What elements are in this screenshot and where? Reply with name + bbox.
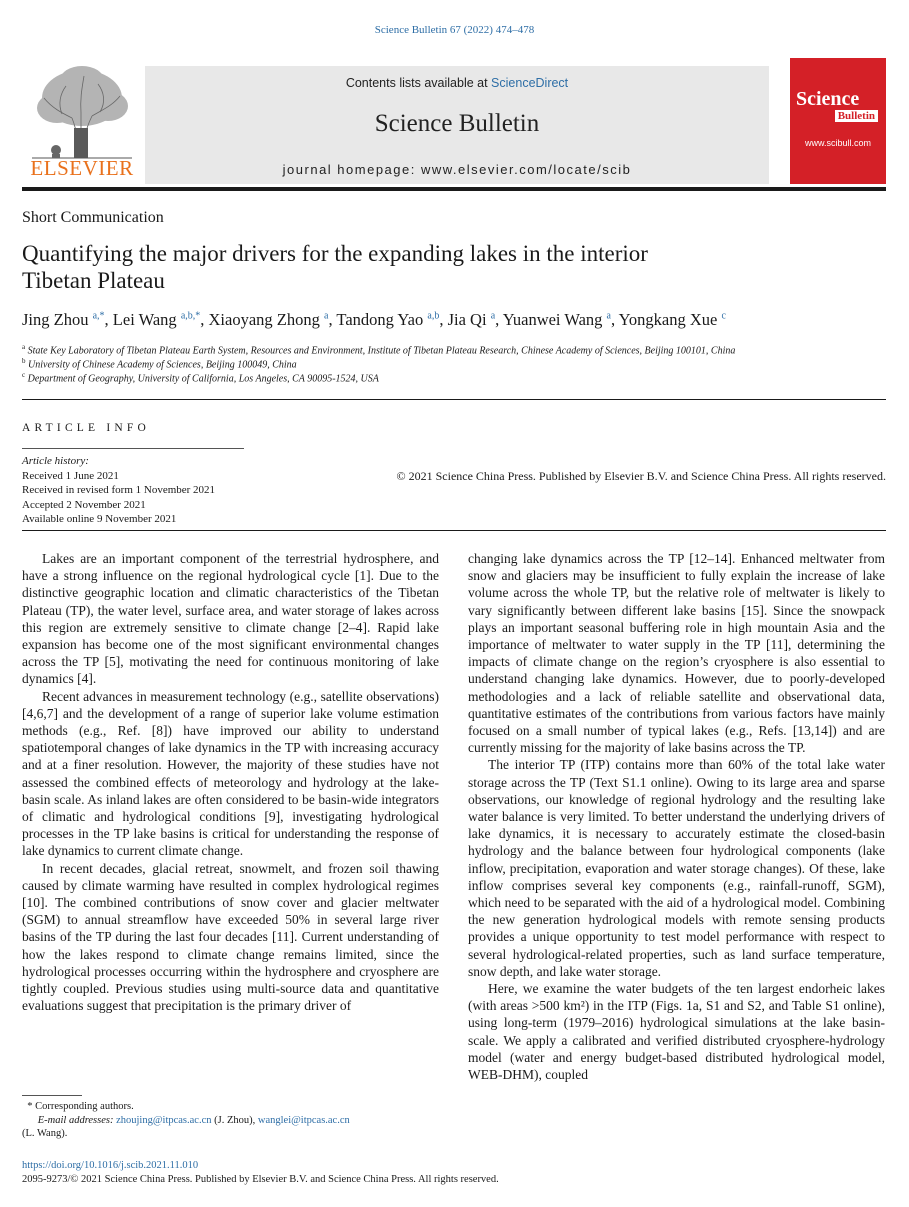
title-divider (22, 399, 886, 400)
article-title: Quantifying the major drivers for the expanding lakes in the interior Tibetan Plateau (22, 241, 648, 293)
body-column-right (468, 550, 885, 1083)
article-info-bottom-rule (22, 530, 886, 531)
affiliation: $^a$ State Key Laboratory of Tibetan Plateau Earth System, Resources and Environment, Institute of Tibetan Plateau Research, Chinese Academy of Sciences, Beijing 100101, China (22, 343, 736, 357)
masthead-divider (22, 187, 886, 191)
article-info-divider (22, 448, 244, 449)
email-link[interactable]: wanglei@itpcas.ac.cn (257, 1114, 350, 1126)
paragraph: changing lake dynamics across the TP [12–14]. Enhanced meltwater from snow and glaciers may be insufficient to fully explain the increase of lake volume across the whole TP, but the relative role of meltwater is likely to vary significantly between different lake basins [15]. Since the snowpack plays an important seasonal buffering role in high mountain Asia and the importance of meltwater to water supply in the TP [11], determining the impacts of climate change on the region’s cryosphere is also essential to understand changing lake dynamics. However, due to poorly-developed methodologies and a lack of reliable satellite and observational data, quantitative estimates of the contributions from various factors have mainly focused on a small number of typical lakes (e.g., Refs. [13,14]) and are currently missing for the majority of lake basins across the TP. (468, 551, 885, 756)
paragraph: Recent advances in measurement technology (e.g., satellite observations) [4,6,7] and the development of a range of superior lake volume estimation methods (e.g., Ref. [8]) have improved our ability to understand spatiotemporal changes of lake dynamics in the TP with increasing accuracy and at a finer resolution. However, the majority of these studies have not assessed the combined effects of meteorology and hydrology at the lake-basin scale. As inland lakes are often considered to be basin-wide integrators of climatic and hydrological conditions [9], investigating hydrological processes in the TP lake basins is critical for understanding the response of lake dynamics to current climate change. (22, 688, 439, 859)
affiliation: $^c$ Department of Geography, University of California, Los Angeles, CA 90095-1524, USA (22, 371, 379, 385)
article-history: Article history: Received 1 June 2021 Received in revised form 1 November 2021 Accepted 2 November 2021 Available online 9 November 2021 (22, 455, 216, 526)
affiliation: $^b$ University of Chinese Academy of Sciences, Beijing 100049, China (22, 357, 297, 371)
masthead-center (145, 66, 769, 184)
journal-cover-thumbnail[interactable] (790, 58, 886, 184)
cover-url: www.scibull.com (804, 138, 871, 148)
email-link[interactable]: zhoujing@itpcas.ac.cn (116, 1114, 212, 1126)
elsevier-logo[interactable] (22, 58, 142, 182)
footnote: * Corresponding authors. E-mail addresses: zhoujing@itpcas.ac.cn (J. Zhou), wanglei@itpcas.ac.cn (L. Wang). (22, 1101, 350, 1139)
paragraph: The interior TP (ITP) contains more than 60% of the total lake water storage across the TP (Text S1.1 online). Owing to its large area and sparse observations, our knowledge of regional hydrology and the resulting lake water balance is very limited. To better understand the underlying drivers of lake dynamics, it is necessary to accurately estimate the closed-basin hydrology and the balance between four hydrological components (lake inflow, precipitation, evaporation and water storage changes). Of these, lake inflow comprises several key components (e.g., rainfall-runoff, SGM), which need to be separated with the aid of a hydrological model. Combining the new generation hydrological models with remote sensing products provides a unique opportunity to test model performance with respect to several hydrological-related properties, such as land surface temperature, snow depth, and lake water storage. (468, 757, 885, 979)
author[interactable]: Yongkang Xue $^c$ (618, 310, 726, 329)
paragraph: Here, we examine the water budgets of the ten largest endorheic lakes (with areas >500 km²) in the ITP (Figs. 1a, S1 and S2, and Table S1 online), using long-term (1979–2016) hydrological simulations at the lake basin-scale. We apply a calibrated and verified distributed cryosphere-hydrology model (water and energy budget-based distributed hydrological model, WEB-DHM), coupled (468, 981, 885, 1083)
elsevier-wordmark: ELSEVIER (30, 156, 134, 180)
paragraph: In recent decades, glacial retreat, snowmelt, and frozen soil thawing caused by climate warming have resulted in complex hydrological regimes [10]. The combined contributions of snow cover and glacier meltwater (SGM) to annual streamflow have exceeded 50% in several large river basins of the TP during the last four decades [11]. Current understanding of how the lakes respond to climate change remains limited, since the hydrological processes occurring within the hydrosphere and cryosphere are tightly coupled. Previous studies using multi-source data and quantitative evaluations suggest that precipitation is the primary driver of (22, 860, 439, 1014)
journal-citation[interactable]: Science Bulletin 67 (2022) 474–478 (374, 24, 535, 36)
author[interactable]: Xiaoyang Zhong $^a$ (208, 310, 329, 329)
article-info-heading: ARTICLE INFO (22, 422, 150, 434)
homepage-link[interactable]: www.elsevier.com/locate/scib (420, 162, 632, 177)
copyright-notice: © 2021 Science China Press. Published by Elsevier B.V. and Science China Press. All rights reserved. (396, 469, 886, 483)
cover-subtitle: Bulletin (835, 110, 878, 122)
paragraph: Lakes are an important component of the terrestrial hydrosphere, and have a strong influence on the regional hydrological cycle [1]. Due to the distinctive geographic location and climatic characteristics of the Tibetan Plateau (TP), the water level, surface area, and water storage of lakes across this region are extremely sensitive to climate change [2–4]. Rapid lake expansion has become one of the most significant environmental changes across the TP [5], motivating the need for continuous monitoring of lake dynamics [4]. (22, 551, 439, 687)
author[interactable]: Yuanwei Wang $^a$ (502, 310, 611, 329)
article-type: Short Communication (22, 209, 164, 226)
author-list: Jing Zhou $^{a,*}$, Lei Wang $^{a,b,*}$, Xiaoyang Zhong $^a$, Tandong Yao $^{a,b}$, Jia Qi $^a$, Yuanwei Wang $^a$, Yongkang Xue $^c$ (22, 310, 726, 329)
body-column-left (22, 550, 439, 1014)
cover-title: Science (796, 88, 860, 110)
footnote-rule (22, 1095, 82, 1096)
journal-masthead (22, 58, 886, 186)
sciencedirect-link[interactable]: ScienceDirect (491, 76, 569, 90)
author[interactable]: Jia Qi $^a$ (447, 310, 496, 329)
journal-homepage: journal homepage: www.elsevier.com/locate/scib (282, 162, 632, 177)
doi-link[interactable]: https://doi.org/10.1016/j.scib.2021.11.010 (22, 1160, 199, 1171)
journal-name: Science Bulletin (374, 110, 540, 137)
author[interactable]: Lei Wang $^{a,b,*}$ (112, 310, 201, 329)
contents-line: Contents lists available at ScienceDirect (345, 76, 569, 90)
author[interactable]: Tandong Yao $^{a,b}$ (336, 310, 440, 329)
author[interactable]: Jing Zhou $^{a,*}$ (22, 310, 105, 329)
issn-line: 2095-9273/© 2021 Science China Press. Published by Elsevier B.V. and Science China Press. All rights reserved. (22, 1174, 499, 1185)
